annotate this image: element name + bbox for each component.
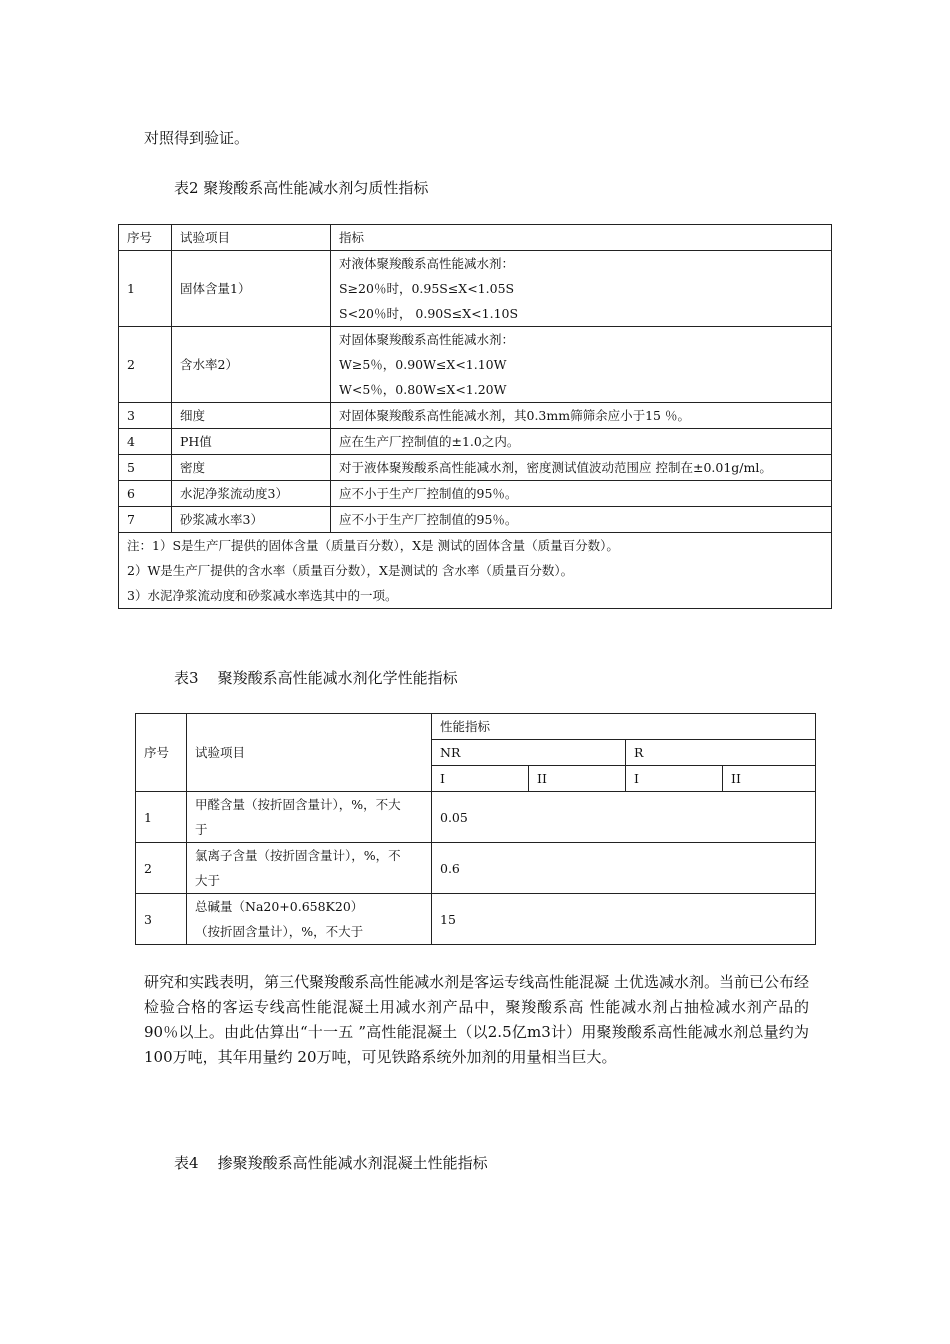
row-index [331, 251, 832, 327]
row-item [187, 894, 432, 945]
table-row [119, 455, 832, 481]
lead-text: 对照得到验证。 [144, 129, 250, 147]
header-no: 序号 [136, 714, 187, 792]
row-index: 应不小于生产厂控制值的95％。 [331, 481, 832, 507]
header-no: 序号 [119, 225, 172, 251]
table-row [119, 507, 832, 533]
row-index [331, 327, 832, 403]
table-row [136, 792, 816, 843]
note-line: 2）W是生产厂提供的含水率（质量百分数），X是测试的 含水率（质量百分数）。 [127, 563, 574, 578]
row-item [187, 792, 432, 843]
item-line: 氯离子含量（按折固含量计），%，不 [195, 848, 401, 863]
row-no: 1 [119, 251, 172, 327]
table-header-row [136, 714, 816, 740]
row-item: 含水率2） [172, 327, 331, 403]
table-notes [119, 533, 832, 609]
index-line: 对液体聚羧酸系高性能减水剂： [339, 256, 515, 271]
row-no: 1 [136, 792, 187, 843]
header-index: 指标 [331, 225, 832, 251]
header-r: R [626, 740, 816, 766]
row-no: 3 [119, 403, 172, 429]
row-no: 3 [136, 894, 187, 945]
row-no: 2 [136, 843, 187, 894]
header-nr: NR [432, 740, 626, 766]
index-line: S≥20％时，0.95S≤X<1.05S [339, 281, 515, 296]
row-value: 0.6 [432, 843, 816, 894]
chemical-table [135, 713, 816, 945]
header-item: 试验项目 [172, 225, 331, 251]
table4-caption: 表4 掺聚羧酸系高性能减水剂混凝土性能指标 [174, 1154, 488, 1172]
row-index: 应不小于生产厂控制值的95％。 [331, 507, 832, 533]
row-index: 对固体聚羧酸系高性能减水剂，其0.3mm筛筛余应小于15 ％。 [331, 403, 832, 429]
table-row [119, 327, 832, 403]
row-no: 4 [119, 429, 172, 455]
header-performance: 性能指标 [432, 714, 816, 740]
header-grade: I [432, 766, 529, 792]
note-line: 3）水泥净浆流动度和砂浆减水率选其中的一项。 [127, 588, 398, 603]
row-item: 固体含量1） [172, 251, 331, 327]
item-line: 甲醛含量（按折固含量计），%，不大 [195, 797, 401, 812]
note-line: 注：1）S是生产厂提供的固体含量（质量百分数），X是 测试的固体含量（质量百分数）。 [127, 538, 619, 553]
header-grade: I [626, 766, 723, 792]
item-line: 总碱量（Na20+0.658K20） [195, 899, 364, 914]
table-row [119, 403, 832, 429]
row-no: 2 [119, 327, 172, 403]
table-header-row [119, 225, 832, 251]
item-line: （按折固含量计），%，不大于 [195, 924, 364, 939]
item-line: 大于 [195, 873, 221, 888]
row-no: 5 [119, 455, 172, 481]
index-line: 对固体聚羧酸系高性能减水剂： [339, 332, 515, 347]
row-item: 水泥净浆流动度3） [172, 481, 331, 507]
index-line: S<20％时， 0.90S≤X<1.10S [339, 306, 519, 321]
row-no: 6 [119, 481, 172, 507]
row-item [187, 843, 432, 894]
row-value: 15 [432, 894, 816, 945]
row-item: 砂浆减水率3） [172, 507, 331, 533]
table3-caption: 表3 聚羧酸系高性能减水剂化学性能指标 [174, 669, 458, 687]
table-row [119, 251, 832, 327]
row-index: 应在生产厂控制值的±1.0之内。 [331, 429, 832, 455]
header-grade: II [723, 766, 816, 792]
table-row [136, 843, 816, 894]
header-grade: II [529, 766, 626, 792]
table-row [119, 429, 832, 455]
table2-caption: 表2 聚羧酸系高性能减水剂匀质性指标 [174, 179, 429, 197]
row-no: 7 [119, 507, 172, 533]
row-item: 密度 [172, 455, 331, 481]
table-row [119, 481, 832, 507]
table-row [136, 894, 816, 945]
row-item: PH值 [172, 429, 331, 455]
body-paragraph: 研究和实践表明，第三代聚羧酸系高性能减水剂是客运专线高性能混凝 土优选减水剂。当前已公布经检验合格的客运专线高性能混凝土用减水剂产品中，聚羧酸系高 性能减水剂占抽检减水剂产品的90％以上。由此估算出“十一五 ”高性能混凝土（以2.5亿m3计）用聚羧酸系高性能减水剂总量约为100万吨，其年用量约 20万吨，可见铁路系统外加剂的用量相当巨大。 [144, 973, 809, 1066]
header-item: 试验项目 [187, 714, 432, 792]
index-line: W<5％，0.80W≤X<1.20W [339, 382, 507, 397]
table-notes-row [119, 533, 832, 609]
uniformity-table [118, 224, 832, 609]
row-value: 0.05 [432, 792, 816, 843]
row-index: 对于液体聚羧酸系高性能减水剂，密度测试值波动范围应 控制在±0.01g/ml。 [331, 455, 832, 481]
item-line: 于 [195, 822, 208, 837]
index-line: W≥5％，0.90W≤X<1.10W [339, 357, 507, 372]
row-item: 细度 [172, 403, 331, 429]
